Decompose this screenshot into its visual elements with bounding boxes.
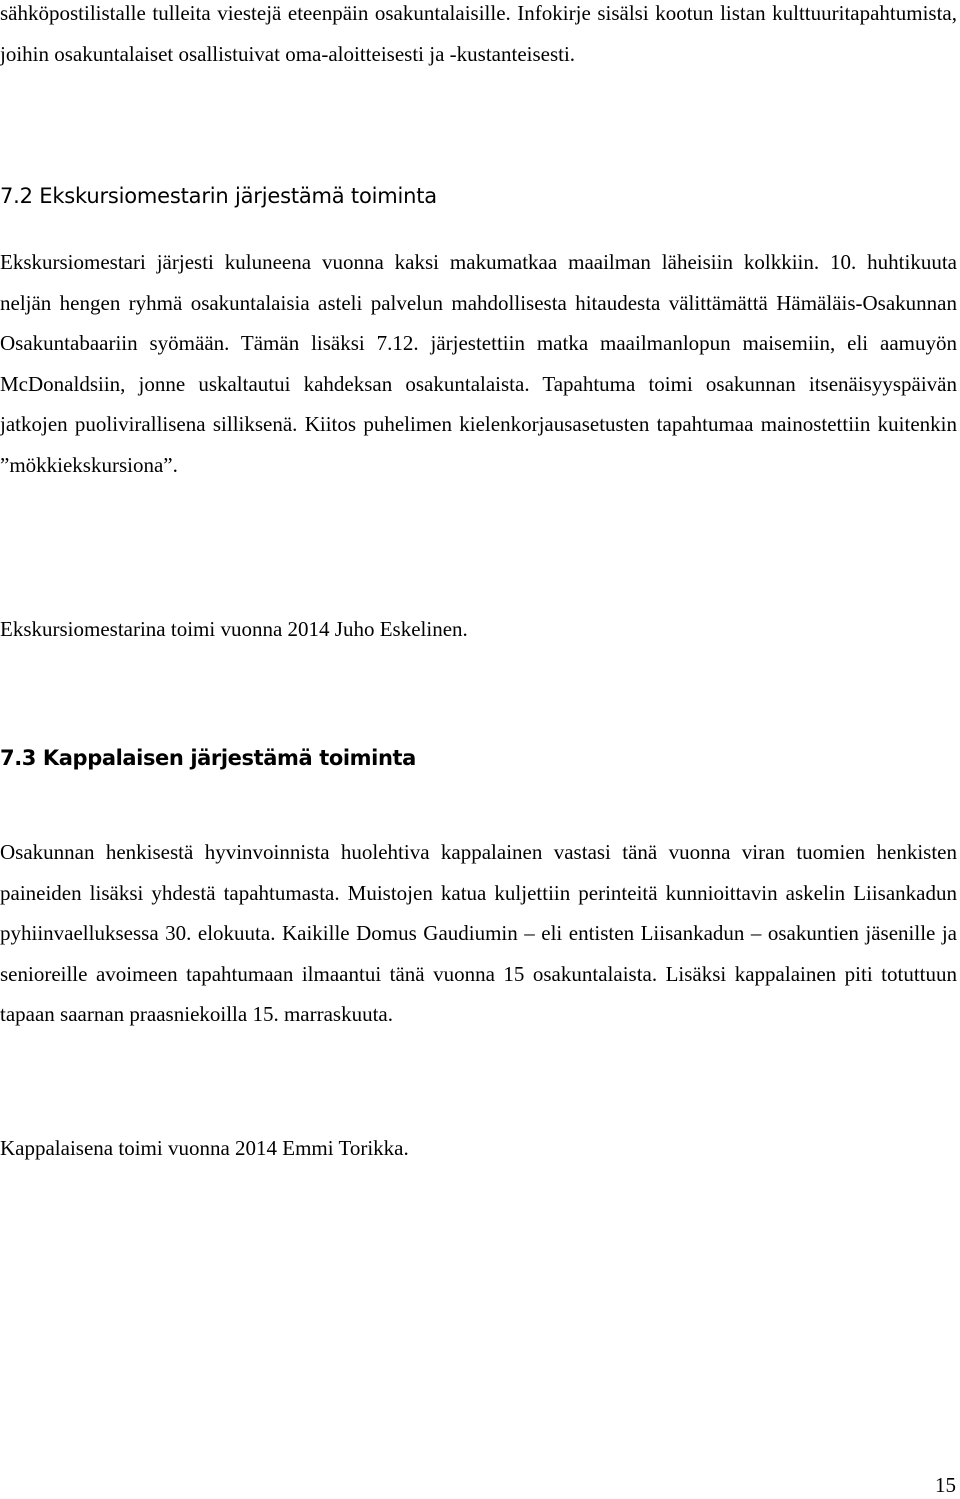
page-number: 15 [935, 1473, 956, 1497]
section-7-2-paragraph-2: Ekskursiomestarina toimi vuonna 2014 Juho Eskelinen. [0, 617, 468, 641]
section-7-3-paragraph-1: Osakunnan henkisestä hyvinvoinnista huolehtiva kappalainen vastasi tänä vuonna viran tuomien henkisten paineiden lisäksi yhdestä tapahtumasta. Muistojen katua kuljettiin perinteitä kunnioittavin askelin Liisankadun pyhiinvaelluksessa 30. elokuuta. Kaikille Domus Gaudiumin – eli entisten Liisankadun – osakuntien jäsenille ja senioreille avoimeen tapahtumaan ilmaantui tänä vuonna 15 osakuntalaista. Lisäksi kappalainen piti totuttuun tapaan saarnan praasniekoilla 15. marraskuuta. [0, 840, 957, 1026]
section-7-2-heading: 7.2 Ekskursiomestarin järjestämä toiminta [0, 184, 437, 208]
section-7-3-paragraph-2: Kappalaisena toimi vuonna 2014 Emmi Torikka. [0, 1136, 409, 1160]
section-7-3-heading: 7.3 Kappalaisen järjestämä toiminta [0, 746, 416, 770]
section-7-2-paragraph-1: Ekskursiomestari järjesti kuluneena vuonna kaksi makumatkaa maailman läheisiin kolkkiin. 10. huhtikuuta neljän hengen ryhmä osakuntalaisia asteli palvelun mahdollisesta hitaudesta välittämättä Hämäläis-Osakunnan Osakuntabaariin syömään. Tämän lisäksi 7.12. järjestettiin matka maailmanlopun maisemiin, eli aamuyön McDonaldsiin, jonne uskaltautui kahdeksan osakuntalaista. Tapahtuma toimi osakunnan itsenäisyyspäivän jatkojen puolivirallisena silliksenä. Kiitos puhelimen kielenkorjausasetusten tapahtumaa mainostettiin kuitenkin ”mökkiekskursiona”. [0, 250, 957, 477]
intro-paragraph: sähköpostilistalle tulleita viestejä eteenpäin osakuntalaisille. Infokirje sisälsi kootun listan kulttuuritapahtumista, joihin osakuntalaiset osallistuivat oma-aloitteisesti ja -kustanteisesti. [0, 1, 957, 66]
